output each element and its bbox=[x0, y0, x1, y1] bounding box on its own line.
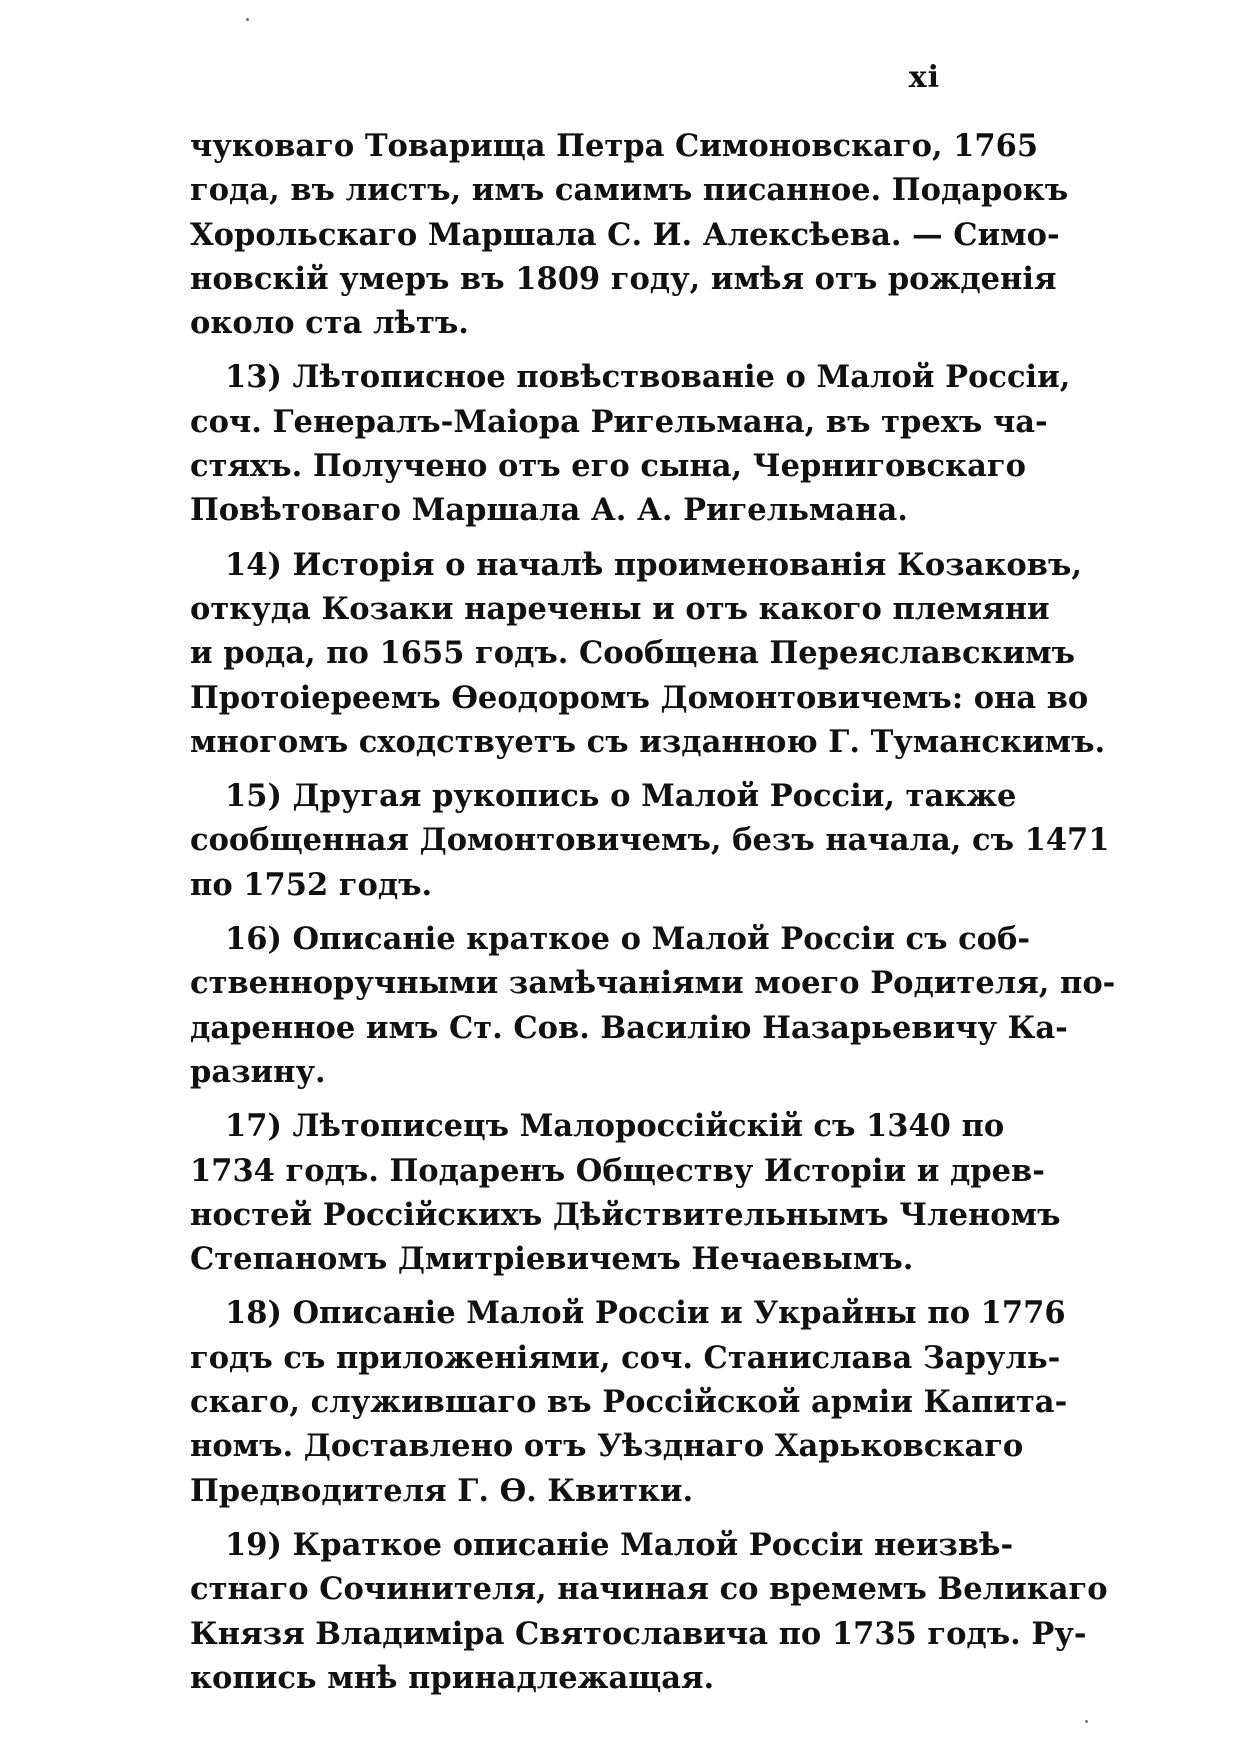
text-line: Протоіереемъ Ѳеодоромъ Домонтовичемъ: она во bbox=[190, 679, 1089, 716]
page-number: xi bbox=[908, 60, 940, 95]
text-line: ственноручными замѣчаніями моего Родителя, по- bbox=[190, 965, 1116, 1002]
text-line: стнаго Сочинителя, начиная со времемъ Великаго bbox=[190, 1571, 1108, 1608]
text-line: около ста лѣтъ. bbox=[190, 305, 469, 342]
text-line: 1734 годъ. Подаренъ Обществу Исторіи и древ- bbox=[190, 1152, 1045, 1189]
text-line: соч. Генералъ-Маіора Ригельмана, въ трехъ ча- bbox=[190, 403, 1048, 440]
entry-13 bbox=[190, 355, 1071, 532]
text-line: Хорольскаго Маршала С. И. Алексѣева. — Симо- bbox=[190, 216, 1060, 253]
text-line: 18) Описаніе Малой Россіи и Украйны по 1776 bbox=[225, 1295, 1066, 1332]
text-line: 19) Краткое описаніе Малой Россіи неизвѣ- bbox=[225, 1526, 1014, 1563]
text-line: новскій умеръ въ 1809 году, имѣя отъ рожденія bbox=[190, 260, 1057, 297]
text-line: годъ съ приложеніями, соч. Станислава Заруль- bbox=[190, 1339, 1061, 1376]
text-line: 16) Описаніе краткое о Малой Россіи съ соб- bbox=[225, 921, 1031, 958]
text-line: Предводителя Г. Ѳ. Квитки. bbox=[190, 1472, 694, 1509]
text-line: многомъ сходствуетъ съ изданною Г. Туманскимъ. bbox=[190, 723, 1106, 760]
text-line: стяхъ. Получено отъ его сына, Черниговскаго bbox=[190, 448, 1026, 485]
text-line: 14) Исторія о началѣ проименованія Козаковъ, bbox=[225, 546, 1082, 583]
entry-14 bbox=[190, 543, 1106, 764]
text-line: откуда Козаки наречены и отъ какого племяни bbox=[190, 590, 1050, 627]
text-line: 17) Лѣтописецъ Малороссійскій съ 1340 по bbox=[225, 1108, 1005, 1145]
text-line: копись мнѣ принадлежащая. bbox=[190, 1659, 715, 1696]
text-line: года, въ листъ, имъ самимъ писанное. Подарокъ bbox=[190, 172, 1069, 209]
scan-speck bbox=[1085, 1720, 1088, 1723]
text-line: ностей Россійскихъ Дѣйствительнымъ Членомъ bbox=[190, 1196, 1061, 1233]
entry-18 bbox=[190, 1291, 1068, 1512]
text-line: и рода, по 1655 годъ. Сообщена Переяславскимъ bbox=[190, 635, 1076, 672]
scan-speck bbox=[246, 18, 249, 21]
text-line: разину. bbox=[190, 1053, 326, 1090]
text-line: 13) Лѣтописное повѣствованіе о Малой Россіи, bbox=[225, 359, 1071, 396]
text-line: сообщенная Домонтовичемъ, безъ начала, съ 1471 bbox=[190, 822, 1110, 859]
text-line: скаго, служившаго въ Россійской арміи Капита- bbox=[190, 1384, 1068, 1421]
entry-15 bbox=[190, 774, 1110, 907]
text-line: номъ. Доставлено отъ Уѣзднаго Харьковскаго bbox=[190, 1428, 1024, 1465]
text-line: даренное имъ Ст. Сов. Василію Назарьевичу Ка- bbox=[190, 1009, 1068, 1046]
text-line: по 1752 годъ. bbox=[190, 866, 433, 903]
text-line: 15) Другая рукопись о Малой Россіи, также bbox=[225, 778, 1017, 815]
body-text bbox=[190, 124, 1116, 1700]
text-line: Повѣтоваго Маршала А. А. Ригельмана. bbox=[190, 492, 908, 529]
entry-12-continuation bbox=[190, 124, 1069, 345]
text-line: Степаномъ Дмитріевичемъ Нечаевымъ. bbox=[190, 1241, 914, 1278]
entry-16 bbox=[190, 917, 1116, 1094]
entry-19 bbox=[190, 1523, 1108, 1700]
text-line: чуковаго Товарища Петра Симоновскаго, 1765 bbox=[190, 128, 1039, 164]
text-line: Князя Владиміра Святославича по 1735 годъ. Ру- bbox=[190, 1615, 1087, 1652]
entry-17 bbox=[190, 1104, 1061, 1281]
